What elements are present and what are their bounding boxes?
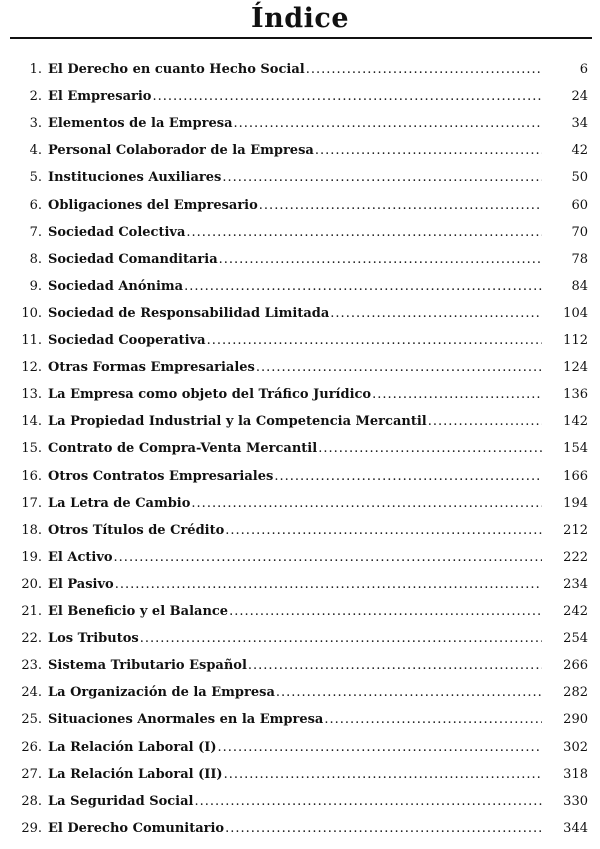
dot-leader xyxy=(225,520,542,542)
toc-entry-title-with-leader xyxy=(48,818,542,840)
toc-entry-page-number: 112 xyxy=(563,333,588,348)
toc-entry-title: El Beneficio y el Balance xyxy=(48,604,229,619)
toc-entry[interactable] xyxy=(0,140,600,162)
toc-entry-page-number: 42 xyxy=(571,143,588,159)
dot-leader xyxy=(306,59,542,81)
toc-entry-title: El Activo xyxy=(48,549,113,565)
dot-leader xyxy=(274,466,542,488)
toc-entry-title-with-leader xyxy=(48,574,542,596)
toc-entry[interactable] xyxy=(0,601,600,623)
toc-entry[interactable] xyxy=(0,303,600,325)
dot-leader xyxy=(115,574,542,596)
toc-entry-page-number: 166 xyxy=(563,468,588,484)
toc-entry-page-number: 136 xyxy=(563,387,588,403)
toc-entry-title: Sistema Tributario Español xyxy=(48,658,247,674)
toc-entry[interactable] xyxy=(0,113,600,135)
dot-leader xyxy=(428,411,542,433)
toc-entry[interactable] xyxy=(0,438,600,460)
toc-entry-page-number: 78 xyxy=(571,251,588,267)
toc-entry[interactable] xyxy=(0,574,600,596)
toc-entry-title: El Derecho en cuanto Hecho Social xyxy=(48,62,305,77)
dot-leader xyxy=(219,249,542,271)
toc-entry[interactable] xyxy=(0,764,600,786)
toc-entry-number: 21. xyxy=(21,604,42,619)
dot-leader xyxy=(315,140,542,162)
toc-entry-title: Otras Formas Empresariales xyxy=(48,360,255,376)
toc-entry-title: La Letra de Cambio xyxy=(48,495,191,511)
toc-entry-title-with-leader xyxy=(48,764,542,786)
toc-entry-page-number: 142 xyxy=(563,414,588,430)
toc-entry[interactable] xyxy=(0,682,600,704)
toc-entry-title: Los Tributos xyxy=(48,631,139,647)
toc-entry-number: 13. xyxy=(21,387,42,403)
toc-entry-page-number: 266 xyxy=(563,658,588,674)
toc-entry-page-number: 344 xyxy=(563,820,588,836)
toc-entry-title: Sociedad Anónima xyxy=(48,278,184,294)
toc-entry-number: 3. xyxy=(29,116,42,132)
toc-entry[interactable] xyxy=(0,195,600,217)
toc-entry-number: 7. xyxy=(29,224,42,240)
toc-entry-page-number: 70 xyxy=(571,224,588,240)
toc-entry-title: Sociedad Cooperativa xyxy=(48,333,206,348)
toc-entry[interactable] xyxy=(0,330,600,352)
toc-entry[interactable] xyxy=(0,520,600,542)
toc-entry[interactable] xyxy=(0,86,600,108)
dot-leader xyxy=(259,195,542,217)
toc-entry-number: 27. xyxy=(21,766,42,782)
toc-entry-title-with-leader xyxy=(48,357,542,379)
toc-entry-title-with-leader xyxy=(48,547,542,569)
toc-entry-page-number: 290 xyxy=(563,712,588,728)
toc-entry-title-with-leader xyxy=(48,682,542,704)
toc-entry-title: El Derecho Comunitario xyxy=(48,820,225,836)
toc-entry-title-with-leader xyxy=(48,493,542,515)
toc-entry[interactable] xyxy=(0,222,600,244)
toc-entry-number: 9. xyxy=(29,278,42,294)
toc-entry-title: Sociedad Comanditaria xyxy=(48,251,218,267)
toc-entry-title-with-leader xyxy=(48,655,542,677)
toc-entry-page-number: 124 xyxy=(563,360,588,376)
toc-entry-number: 22. xyxy=(21,631,42,647)
toc-entry-page-number: 318 xyxy=(563,766,588,782)
toc-entry-page-number: 104 xyxy=(563,305,588,321)
toc-entry-number: 25. xyxy=(21,712,42,728)
dot-leader xyxy=(276,682,542,704)
dot-leader xyxy=(248,655,542,677)
toc-entry-number: 2. xyxy=(29,89,42,105)
toc-entry-title: Otros Contratos Empresariales xyxy=(48,468,274,484)
toc-entry[interactable] xyxy=(0,249,600,271)
dot-leader xyxy=(140,628,542,650)
toc-entry-page-number: 50 xyxy=(571,170,588,186)
toc-entry-number: 20. xyxy=(21,576,42,592)
toc-entry-title: Personal Colaborador de la Empresa xyxy=(48,143,314,159)
dot-leader xyxy=(152,86,542,108)
toc-entry-title: Instituciones Auxiliares xyxy=(48,170,222,186)
title-rule xyxy=(10,37,592,39)
toc-entry-page-number: 242 xyxy=(563,604,588,619)
toc-entry-title-with-leader xyxy=(48,330,542,352)
toc-entry-page-number: 282 xyxy=(563,685,588,701)
dot-leader xyxy=(318,438,542,460)
toc-entry-number: 8. xyxy=(29,251,42,267)
dot-leader xyxy=(184,276,542,298)
toc-entry-number: 24. xyxy=(21,685,42,701)
toc-entry-title-with-leader xyxy=(48,466,542,488)
toc-entry-number: 12. xyxy=(21,360,42,376)
toc-entry-number: 4. xyxy=(29,143,42,159)
dot-leader xyxy=(330,303,542,325)
toc-entry[interactable] xyxy=(0,466,600,488)
toc-entry-title-with-leader xyxy=(48,167,542,189)
toc-entry-title-with-leader xyxy=(48,303,542,325)
toc-entry[interactable] xyxy=(0,818,600,840)
toc-entry-title: Contrato de Compra-Venta Mercantil xyxy=(48,441,318,457)
dot-leader xyxy=(194,791,542,813)
toc-entry-number: 11. xyxy=(21,333,42,348)
toc-entry-page-number: 24 xyxy=(571,89,588,105)
toc-entry-number: 14. xyxy=(21,414,42,430)
toc-entry-page-number: 194 xyxy=(563,495,588,511)
toc-entry-page-number: 6 xyxy=(579,62,588,77)
toc-entry-title-with-leader xyxy=(48,628,542,650)
toc-entry[interactable] xyxy=(0,384,600,406)
toc-entry-number: 18. xyxy=(21,522,42,538)
toc-entry[interactable] xyxy=(0,167,600,189)
toc-entry-page-number: 222 xyxy=(563,549,588,565)
toc-entry-title: Otros Títulos de Crédito xyxy=(48,522,225,538)
dot-leader xyxy=(191,493,542,515)
toc-entry[interactable] xyxy=(0,276,600,298)
dot-leader xyxy=(229,601,542,623)
toc-entry-title: La Empresa como objeto del Tráfico Jurídico xyxy=(48,387,372,403)
toc-entry-title-with-leader xyxy=(48,411,542,433)
toc-entry-title-with-leader xyxy=(48,384,542,406)
toc-entry[interactable] xyxy=(0,791,600,813)
toc-entry[interactable] xyxy=(0,547,600,569)
dot-leader xyxy=(324,709,542,731)
toc-entry-title: La Propiedad Industrial y la Competencia Mercantil xyxy=(48,414,427,430)
toc-entry-title: La Relación Laboral (I) xyxy=(48,739,217,755)
toc-entry-title: La Relación Laboral (II) xyxy=(48,766,223,782)
toc-entry-number: 28. xyxy=(21,793,42,809)
dot-leader xyxy=(186,222,542,244)
toc-entry-page-number: 234 xyxy=(563,576,588,592)
toc-entry-title-with-leader xyxy=(48,59,542,81)
toc-entry-title-with-leader xyxy=(48,195,542,217)
toc-entry-number: 16. xyxy=(21,468,42,484)
toc-entry-page-number: 84 xyxy=(571,278,588,294)
toc-entry[interactable] xyxy=(0,655,600,677)
toc-entry-page-number: 254 xyxy=(563,631,588,647)
toc-entry[interactable] xyxy=(0,411,600,433)
toc-entry-title-with-leader xyxy=(48,737,542,759)
toc-entry[interactable] xyxy=(0,709,600,731)
toc-entry-title: Situaciones Anormales en la Empresa xyxy=(48,712,324,728)
toc-entry-title: El Empresario xyxy=(48,89,152,105)
toc-entry-title: Elementos de la Empresa xyxy=(48,116,233,132)
toc-entry-number: 5. xyxy=(29,170,42,186)
toc-entry-title-with-leader xyxy=(48,222,542,244)
toc-entry-title-with-leader xyxy=(48,709,542,731)
toc-entry-title-with-leader xyxy=(48,86,542,108)
page-title: Índice xyxy=(250,3,349,34)
toc-entry-title: Obligaciones del Empresario xyxy=(48,197,258,213)
dot-leader xyxy=(256,357,542,379)
toc-entry-title-with-leader xyxy=(48,140,542,162)
dot-leader xyxy=(234,113,542,135)
toc-entry-number: 1. xyxy=(29,62,42,77)
dot-leader xyxy=(224,764,542,786)
toc-entry-page-number: 330 xyxy=(563,793,588,809)
dot-leader xyxy=(225,818,542,840)
toc-entry-title-with-leader xyxy=(48,520,542,542)
toc-entry-title-with-leader xyxy=(48,276,542,298)
toc-entry-page-number: 154 xyxy=(563,441,588,457)
dot-leader xyxy=(222,167,542,189)
toc-entry-page-number: 212 xyxy=(563,522,588,538)
toc-entry-number: 26. xyxy=(21,739,42,755)
toc-entry-title: Sociedad Colectiva xyxy=(48,224,186,240)
dot-leader xyxy=(372,384,542,406)
toc-entry[interactable] xyxy=(0,357,600,379)
dot-leader xyxy=(217,737,542,759)
toc-entry[interactable] xyxy=(0,737,600,759)
toc-entry-title-with-leader xyxy=(48,113,542,135)
toc-entry-number: 29. xyxy=(21,820,42,836)
toc-entry[interactable] xyxy=(0,493,600,515)
toc-entry-number: 15. xyxy=(21,441,42,457)
toc-entry-number: 19. xyxy=(21,549,42,565)
toc-entry-title-with-leader xyxy=(48,601,542,623)
toc-entry-title: La Organización de la Empresa xyxy=(48,685,275,701)
toc-entry-title-with-leader xyxy=(48,791,542,813)
toc-entry-page-number: 34 xyxy=(571,116,588,132)
toc-entry-title: Sociedad de Responsabilidad Limitada xyxy=(48,305,330,321)
toc-entry-number: 6. xyxy=(29,197,42,213)
toc-entry[interactable] xyxy=(0,59,600,81)
dot-leader xyxy=(114,547,542,569)
toc-entry-title-with-leader xyxy=(48,438,542,460)
toc-entry-page-number: 302 xyxy=(563,739,588,755)
toc-entry-title: La Seguridad Social xyxy=(48,793,194,809)
toc-entry-title: El Pasivo xyxy=(48,576,114,592)
toc-entry-title-with-leader xyxy=(48,249,542,271)
dot-leader xyxy=(207,330,542,352)
toc-entry-number: 17. xyxy=(21,495,42,511)
toc-entry-number: 10. xyxy=(21,305,42,321)
toc-entry[interactable] xyxy=(0,628,600,650)
toc-entry-number: 23. xyxy=(21,658,42,674)
toc-entry-page-number: 60 xyxy=(571,197,588,213)
